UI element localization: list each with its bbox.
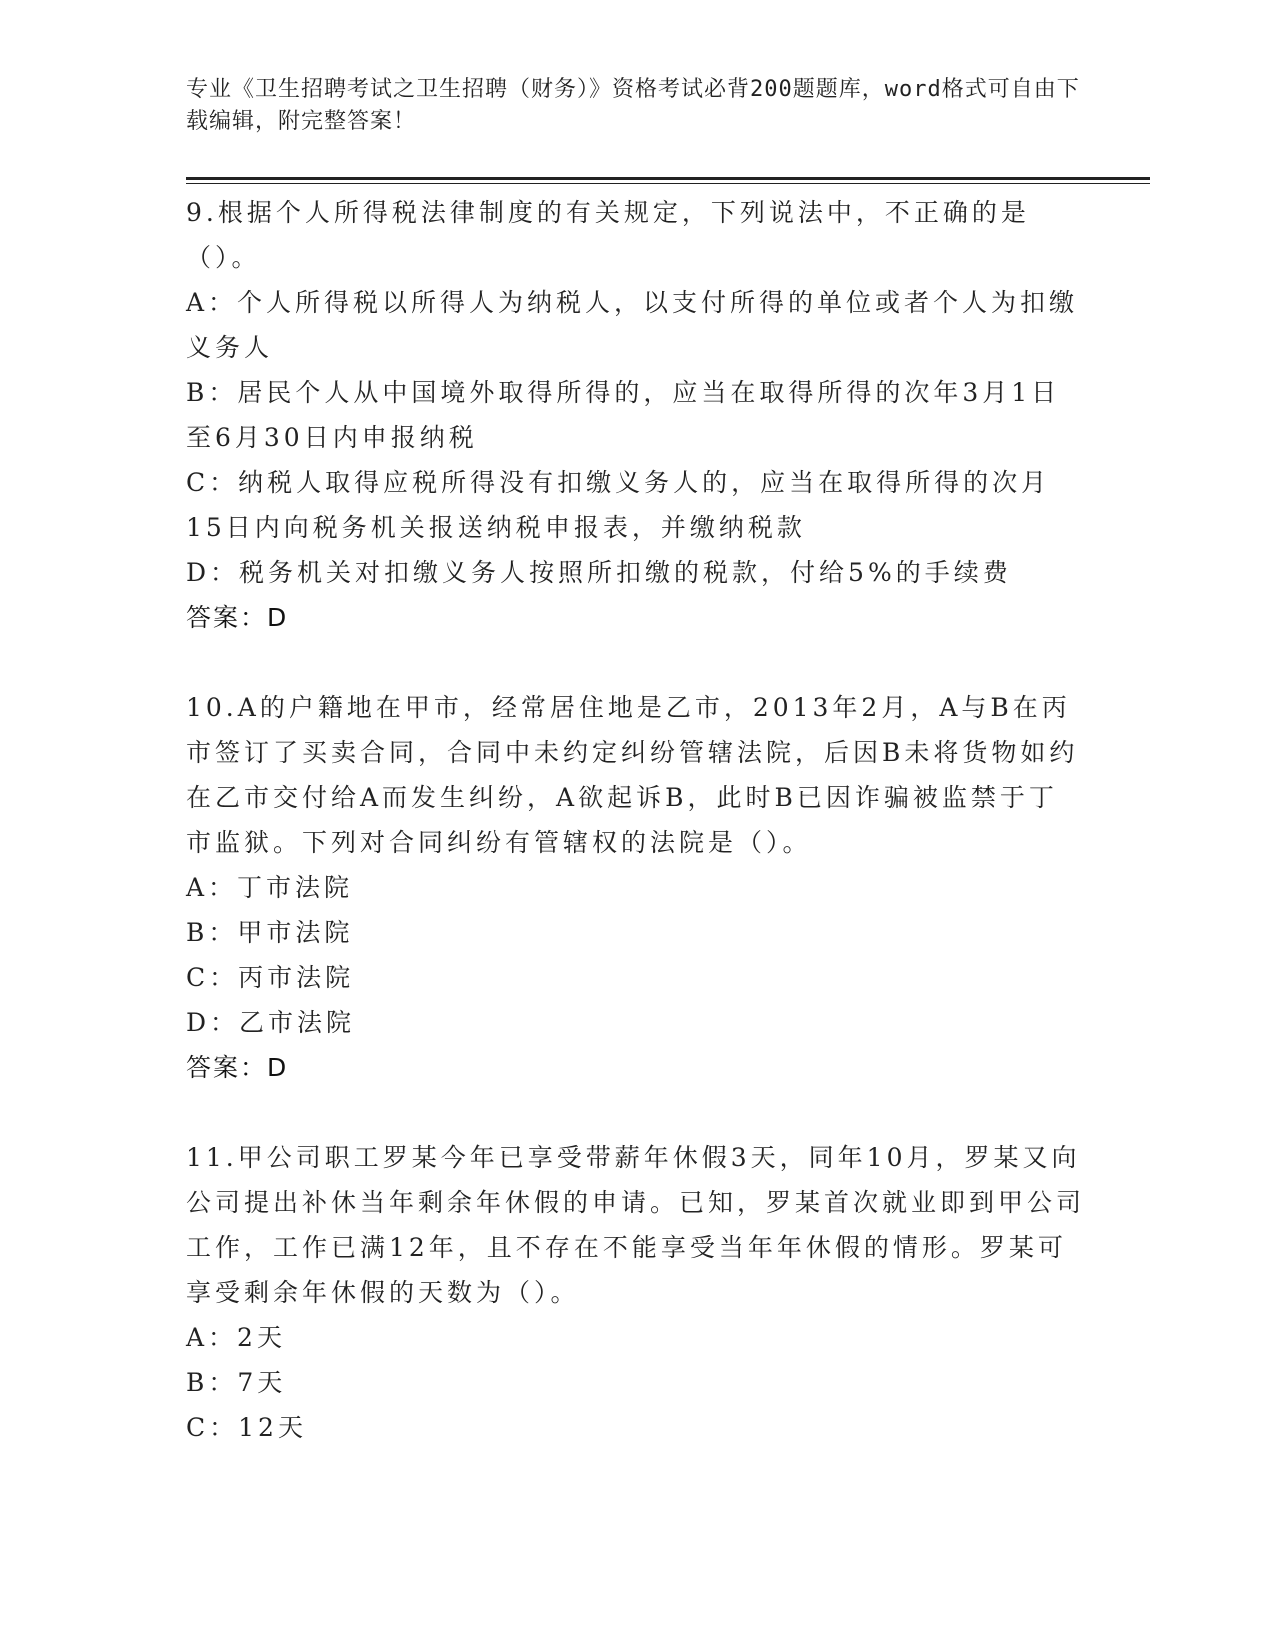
option-b: B：甲市法院 [186, 918, 354, 947]
question-9 [186, 190, 1086, 640]
option-a: A：个人所得税以所得人为纳税人，以支付所得的单位或者个人为扣缴义务人 [186, 288, 1079, 362]
answer-label: 答案：D [186, 603, 289, 632]
questions-container [186, 190, 1086, 1450]
question-text: 11.甲公司职工罗某今年已享受带薪年休假3天，同年10月，罗某又向公司提出补休当年剩余年休假的申请。已知，罗某首次就业即到甲公司工作，工作已满12年，且不存在不能享受当年年休假的情形。罗某可享受剩余年休假的天数为（）。 [186, 1143, 1086, 1307]
option-b: B：7天 [186, 1368, 287, 1397]
option-d: D：税务机关对扣缴义务人按照所扣缴的税款，付给5%的手续费 [186, 558, 1012, 587]
option-a: A：丁市法院 [186, 873, 354, 902]
question-text: 10.A的户籍地在甲市，经常居住地是乙市，2013年2月，A与B在丙市签订了买卖合同，合同中未约定纠纷管辖法院，后因B未将货物如约在乙市交付给A而发生纠纷，A欲起诉B，此时B已因诈骗被监禁于丁市监狱。下列对合同纠纷有管辖权的法院是（）。 [186, 693, 1079, 857]
option-b: B：居民个人从中国境外取得所得的，应当在取得所得的次年3月1日至6月30日内申报纳税 [186, 378, 1061, 452]
question-spacer [186, 640, 1086, 685]
option-c: C：纳税人取得应税所得没有扣缴义务人的，应当在取得所得的次月15日内向税务机关报送纳税申报表，并缴纳税款 [186, 468, 1051, 542]
option-c: C：12天 [186, 1413, 307, 1442]
header-rule-thin [186, 183, 1150, 184]
document-header: 专业《卫生招聘考试之卫生招聘（财务）》资格考试必背200题题库，word格式可自由下载编辑，附完整答案！ [186, 77, 1080, 134]
question-10 [186, 685, 1086, 1090]
option-c: C：丙市法院 [186, 963, 355, 992]
option-a: A：2天 [186, 1323, 286, 1352]
question-spacer [186, 1090, 1086, 1135]
option-d: D：乙市法院 [186, 1008, 356, 1037]
question-11 [186, 1135, 1086, 1450]
header-rule-thick [186, 177, 1150, 180]
question-text: 9.根据个人所得税法律制度的有关规定，下列说法中，不正确的是（）。 [186, 198, 1030, 272]
answer-label: 答案：D [186, 1053, 289, 1082]
